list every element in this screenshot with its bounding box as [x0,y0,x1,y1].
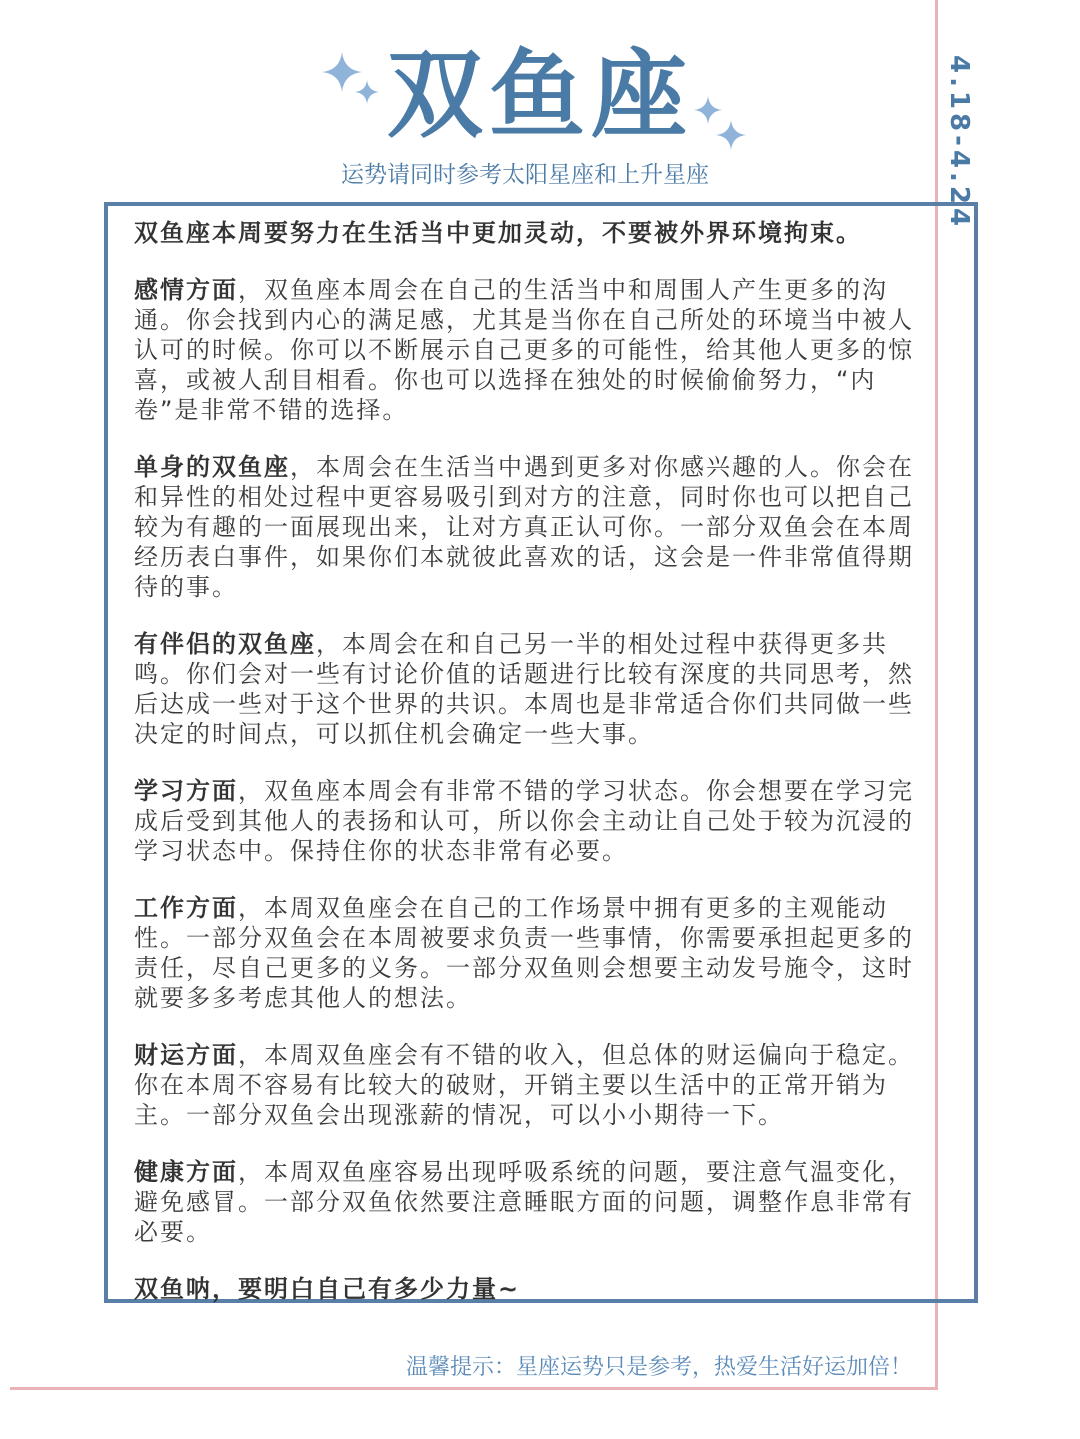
section-text: ，本周会在生活当中遇到更多对你感兴趣的人。你会在和异性的相处过程中更容易吸引到对方的注意，同时你也可以把自己较为有趣的一面展现出来，让对方真正认可你。一部分双鱼会在本周经历表白事件，如果你们本就彼此喜欢的话，这会是一件非常值得期待的事。 [134,453,914,601]
section-heading: 感情方面 [134,276,238,304]
section-love [134,275,914,425]
lead-paragraph: 双鱼座本周要努力在生活当中更加灵动，不要被外界环境拘束。 [134,219,862,247]
section-health [134,1157,914,1247]
section-single [134,452,914,602]
section-heading: 有伴侣的双鱼座 [134,630,316,658]
date-range: 4.18-4.24 [944,55,974,231]
closing-line: 双鱼呐，要明白自己有多少力量~ [134,1275,521,1303]
section-partnered [134,629,914,749]
section-heading: 财运方面 [134,1041,238,1069]
footer-tip: 温馨提示：星座运势只是参考，热爱生活好运加倍！ [405,1355,912,1380]
section-work [134,893,914,1013]
section-text: ，本周双鱼座会有不错的收入，但总体的财运偏向于稳定。你在本周不容易有比较大的破财，开销主要以生活中的正常开销为主。一部分双鱼会出现涨薪的情况，可以小小期待一下。 [134,1041,914,1129]
section-wealth [134,1040,914,1130]
section-text: ，双鱼座本周会有非常不错的学习状态。你会想要在学习完成后受到其他人的表扬和认可，所以你会主动让自己处于较为沉浸的学习状态中。保持住你的状态非常有必要。 [134,777,914,865]
section-heading: 单身的双鱼座 [134,453,290,481]
pink-horizontal-line [10,1387,938,1390]
horoscope-content [134,218,914,1331]
section-text: ，本周会在和自己另一半的相处过程中获得更多共鸣。你们会对一些有讨论价值的话题进行比较有深度的共同思考，然后达成一些对于这个世界的共识。本周也是非常适合你们共同做一些决定的时间点，可以抓住机会确定一些大事。 [134,630,914,748]
section-text: ，本周双鱼座会在自己的工作场景中拥有更多的主观能动性。一部分双鱼会在本周被要求负责一些事情，你需要承担起更多的责任，尽自己更多的义务。一部分双鱼则会想要主动发号施令，这时就要多多考虑其他人的想法。 [134,894,914,1012]
section-heading: 学习方面 [134,777,238,805]
section-heading: 健康方面 [134,1158,238,1186]
subtitle: 运势请同时参考太阳星座和上升星座 [341,162,709,188]
page-title: 双鱼座 [387,39,693,151]
section-text: ，本周双鱼座容易出现呼吸系统的问题，要注意气温变化，避免感冒。一部分双鱼依然要注意睡眠方面的问题，调整作息非常有必要。 [134,1158,914,1246]
section-text: ，双鱼座本周会在自己的生活当中和周围人产生更多的沟通。你会找到内心的满足感，尤其是当你在自己所处的环境当中被人认可的时候。你可以不断展示自己更多的可能性，给其他人更多的惊喜，或被人刮目相看。你也可以选择在独处的时候偷偷努力，“内卷”是非常不错的选择。 [134,276,914,424]
section-heading: 工作方面 [134,894,238,922]
section-study [134,776,914,866]
